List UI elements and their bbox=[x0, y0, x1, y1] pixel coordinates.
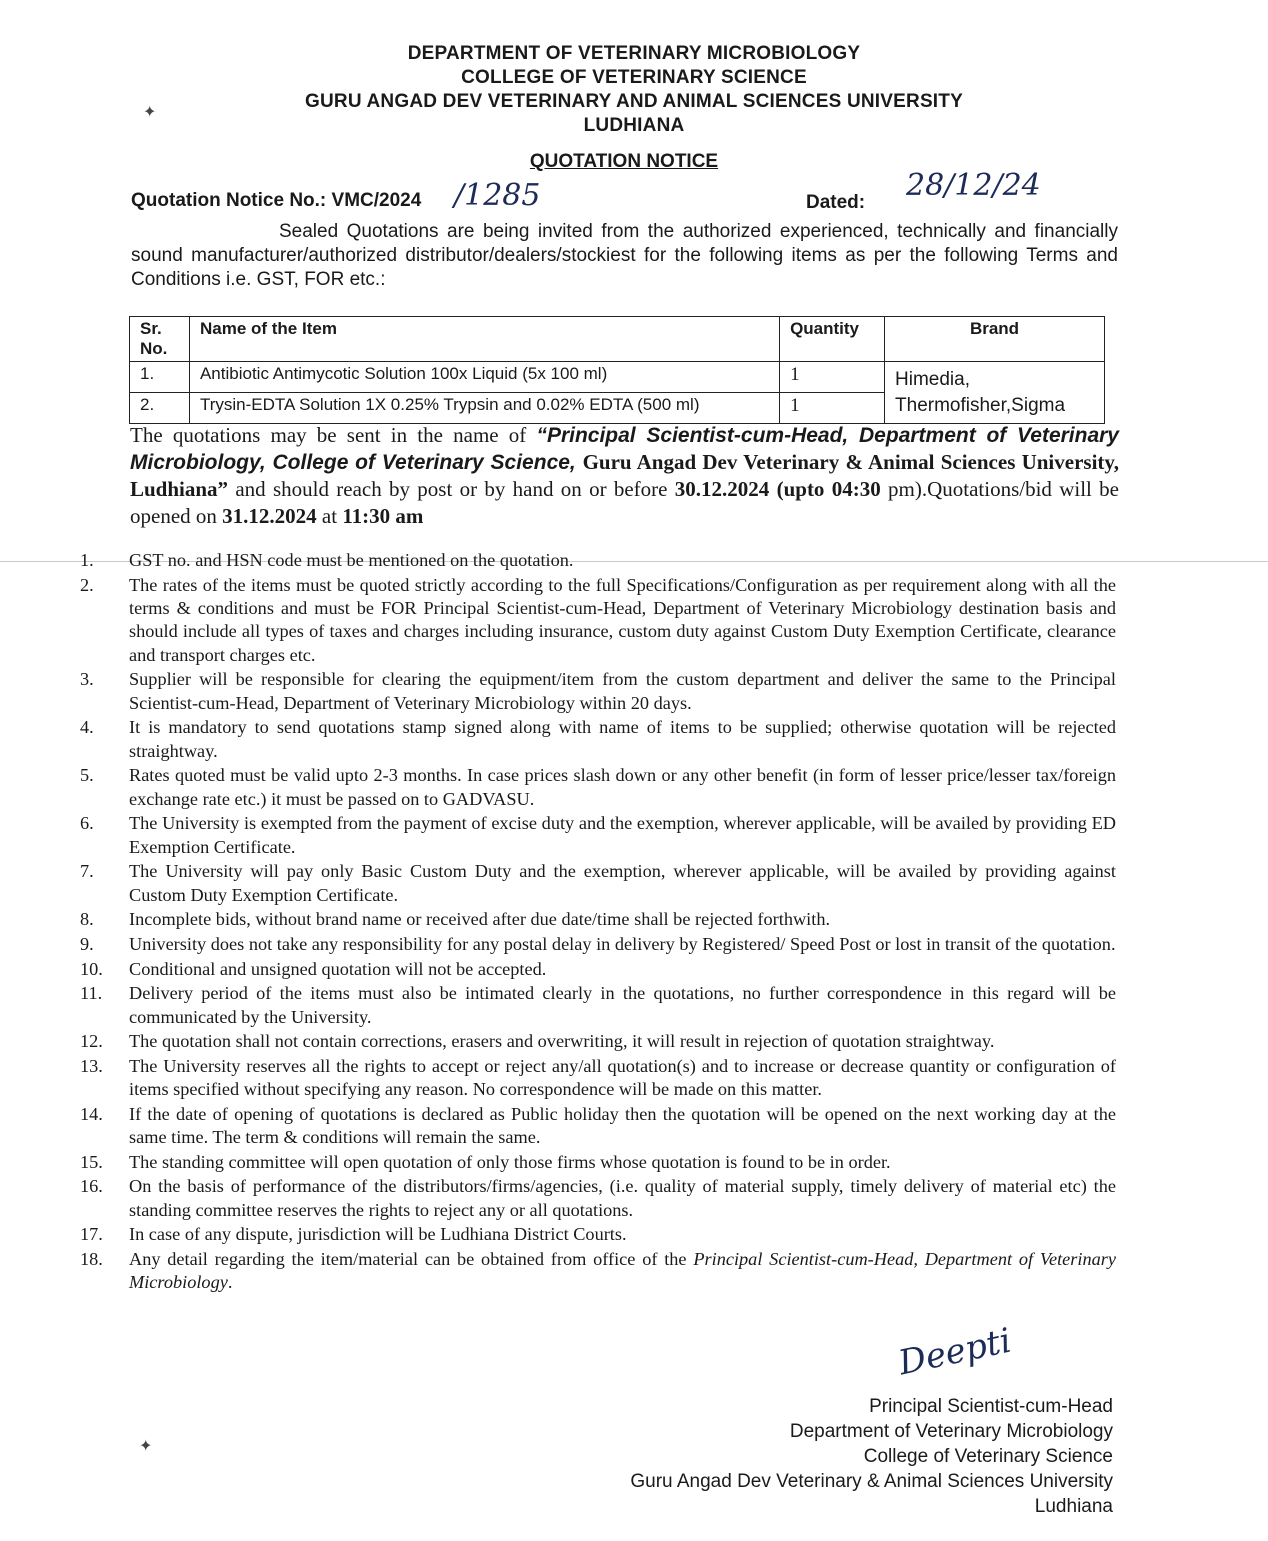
para-text: The quotations may be sent in the name of bbox=[130, 423, 537, 447]
term-item-10 bbox=[80, 958, 1116, 981]
term-number: 3. bbox=[80, 669, 94, 690]
col-header-brand: Brand bbox=[885, 317, 1105, 362]
term-number: 9. bbox=[80, 934, 94, 954]
term-item-11 bbox=[80, 982, 1116, 1029]
term-number: 11. bbox=[80, 983, 103, 1004]
para-addressee: “Principal Scientist-cum-Head, Department of Veterinary Microbiology, College of Veterinary Science, bbox=[130, 424, 1119, 474]
notice-number: Quotation Notice No.: VMC/2024 bbox=[131, 190, 422, 211]
signatory-department: Department of Veterinary Microbiology bbox=[789, 1421, 1113, 1442]
term-number: 2. bbox=[80, 574, 94, 595]
term-number: 6. bbox=[80, 813, 94, 834]
para-text: at bbox=[316, 504, 343, 528]
items-table bbox=[129, 316, 1105, 424]
term-text: Rates quoted must be valid upto 2-3 months. In case prices slash down or any other benefit (in form of lesser price/lesser tax/foreign exchange rate etc.) it must be passed on to GADVASU. bbox=[129, 765, 1116, 809]
term-text: Conditional and unsigned quotation will not be accepted. bbox=[129, 958, 547, 979]
signatory-block bbox=[630, 1394, 1113, 1519]
col-header-quantity: Quantity bbox=[780, 317, 885, 362]
term-item-12 bbox=[80, 1030, 1116, 1053]
brand-line-1: Himedia, bbox=[895, 368, 971, 390]
row-sr-no: 1. bbox=[130, 362, 190, 393]
row-sr-no: 2. bbox=[130, 393, 190, 424]
city-name: LUDHIANA bbox=[583, 115, 685, 136]
term-number: 17. bbox=[80, 1224, 103, 1245]
term-text: GST no. and HSN code must be mentioned on the quotation. bbox=[129, 550, 574, 570]
term-item-2 bbox=[80, 574, 1116, 668]
term-number: 13. bbox=[80, 1055, 103, 1076]
terms-list bbox=[80, 549, 1116, 1296]
university-name: GURU ANGAD DEV VETERINARY AND ANIMAL SCIENCES UNIVERSITY bbox=[305, 91, 963, 112]
term-item-3 bbox=[80, 668, 1116, 715]
intro-paragraph: Sealed Quotations are being invited from the authorized experienced, technically and financially sound manufacturer/authorized distributor/dealers/stockiest for the following items as per the following Terms and Conditions i.e. GST, FOR etc.: bbox=[131, 221, 1118, 290]
row-item-name: Trysin-EDTA Solution 1X 0.25% Trypsin and 0.02% EDTA (500 ml) bbox=[189, 393, 779, 424]
term-number: 16. bbox=[80, 1176, 103, 1197]
term-item-4 bbox=[80, 716, 1116, 763]
term-text: The University will pay only Basic Custom Duty and the exemption, wherever applicable, will be availed by providing against Custom Duty Exemption Certificate. bbox=[129, 861, 1116, 905]
term-number: 14. bbox=[80, 1103, 103, 1124]
term-number: 10. bbox=[80, 958, 103, 979]
term-text: The standing committee will open quotation of only those firms whose quotation is found to be in order. bbox=[129, 1151, 891, 1172]
brand-line-2: Thermofisher,Sigma bbox=[895, 394, 1066, 416]
term-text: Any detail regarding the item/material can be obtained from office of the bbox=[129, 1248, 694, 1269]
term-text: Incomplete bids, without brand name or received after due date/time shall be rejected forthwith. bbox=[129, 909, 831, 930]
term-item-6 bbox=[80, 812, 1116, 859]
para-text: and should reach by post or by hand on or before bbox=[228, 477, 675, 501]
handwritten-notice-number: /1285 bbox=[454, 178, 541, 213]
term-text: The quotation shall not contain corrections, erasers and overwriting, it will result in rejection of quotation straightway. bbox=[129, 1031, 995, 1052]
para-deadline: 30.12.2024 (upto 04:30 bbox=[674, 477, 881, 501]
dated-label: Dated: bbox=[806, 192, 866, 213]
para-opening-date: 31.12.2024 bbox=[222, 504, 317, 528]
signatory-college: College of Veterinary Science bbox=[863, 1446, 1113, 1467]
signatory-university: Guru Angad Dev Veterinary & Animal Sciences University bbox=[630, 1471, 1113, 1492]
term-item-17 bbox=[80, 1223, 1116, 1246]
term-number: 15. bbox=[80, 1151, 103, 1172]
term-text: Delivery period of the items must also be intimated clearly in the quotations, no further correspondence in this regard will be communicated by the University. bbox=[129, 983, 1116, 1027]
term-office-name: Principal Scientist-cum-Head, Department of Veterinary Microbiology bbox=[129, 1248, 1116, 1293]
term-item-9 bbox=[80, 933, 1116, 956]
term-item-8 bbox=[80, 908, 1116, 931]
term-number: 8. bbox=[80, 909, 94, 930]
submission-paragraph bbox=[130, 422, 1119, 530]
term-text: University does not take any responsibility for any postal delay in delivery by Registered/ Speed Post or lost in transit of the quotation. bbox=[129, 934, 1116, 954]
para-text: pm).Quotations/bid will be opened on bbox=[130, 477, 1119, 528]
term-text: Supplier will be responsible for clearing the equipment/item from the custom department and deliver the same to the Principal Scientist-cum-Head, Department of Veterinary Microbiology within 20 days. bbox=[129, 669, 1116, 713]
term-item-16 bbox=[80, 1175, 1116, 1222]
college-name: COLLEGE OF VETERINARY SCIENCE bbox=[461, 67, 807, 88]
term-item-1 bbox=[80, 549, 1116, 572]
term-number: 18. bbox=[80, 1248, 103, 1269]
term-item-18 bbox=[80, 1248, 1116, 1295]
para-opening-time: 11:30 am bbox=[342, 504, 424, 528]
punch-hole-mark-bottom: ✦ bbox=[139, 1438, 153, 1455]
handwritten-signature: Deepti bbox=[895, 1320, 1015, 1384]
table-header-row bbox=[130, 317, 1105, 362]
table-row bbox=[130, 362, 1105, 393]
term-text: The University reserves all the rights to accept or reject any/all quotation(s) and to increase or decrease quantity or configuration of items specified without specifying any reason. No correspondence will be made on this matter. bbox=[129, 1055, 1116, 1100]
department-name: DEPARTMENT OF VETERINARY MICROBIOLOGY bbox=[407, 43, 861, 64]
notice-title: QUOTATION NOTICE bbox=[529, 151, 719, 172]
letterhead bbox=[0, 42, 1268, 138]
para-university: Guru Angad Dev Veterinary & Animal Sciences University, Ludhiana” bbox=[130, 450, 1119, 501]
row-item-name: Antibiotic Antimycotic Solution 100x Liquid (5x 100 ml) bbox=[189, 362, 779, 393]
term-text: The rates of the items must be quoted strictly according to the full Specifications/Configuration as per requirement along with all the terms & conditions and must be FOR Principal Scientist-cum-Head, Department of Veterinary Microbiology destination basis and should include all types of taxes and charges including insurance, custom duty against Custom Duty Exemption Certificate, clearance and transport charges etc. bbox=[129, 574, 1116, 665]
signatory-city: Ludhiana bbox=[1034, 1496, 1113, 1517]
term-item-13 bbox=[80, 1055, 1116, 1102]
term-text: In case of any dispute, jurisdiction will be Ludhiana District Courts. bbox=[129, 1224, 627, 1245]
row-quantity: 1 bbox=[780, 393, 885, 424]
term-number: 7. bbox=[80, 861, 94, 882]
term-text: On the basis of performance of the distributors/firms/agencies, (i.e. quality of material supply, timely delivery of material etc) the standing committee reserves the rights to reject any or all quotations. bbox=[129, 1176, 1116, 1220]
punch-hole-mark-top: ✦ bbox=[143, 104, 157, 121]
term-item-7 bbox=[80, 860, 1116, 907]
term-number: 12. bbox=[80, 1031, 103, 1052]
row-brand bbox=[885, 362, 1105, 424]
term-text: The University is exempted from the payment of excise duty and the exemption, wherever applicable, will be availed by providing ED Exemption Certificate. bbox=[129, 813, 1116, 857]
signatory-title: Principal Scientist-cum-Head bbox=[869, 1396, 1113, 1417]
term-item-5 bbox=[80, 764, 1116, 811]
row-quantity: 1 bbox=[780, 362, 885, 393]
term-number: 1. bbox=[80, 550, 94, 570]
term-item-15 bbox=[80, 1151, 1116, 1174]
col-header-sr-no: Sr. No. bbox=[130, 317, 190, 362]
term-item-14 bbox=[80, 1103, 1116, 1150]
term-text: If the date of opening of quotations is declared as Public holiday then the quotation will be opened on the next working day at the same time. The term & conditions will remain the same. bbox=[129, 1103, 1116, 1148]
term-text-end: . bbox=[227, 1272, 233, 1293]
col-header-item-name: Name of the Item bbox=[189, 317, 779, 362]
term-text: It is mandatory to send quotations stamp signed along with name of items to be supplied; otherwise quotation will be rejected straightway. bbox=[129, 717, 1116, 761]
term-number: 5. bbox=[80, 765, 94, 786]
handwritten-date: 28/12/24 bbox=[906, 168, 1041, 203]
term-number: 4. bbox=[80, 717, 94, 738]
